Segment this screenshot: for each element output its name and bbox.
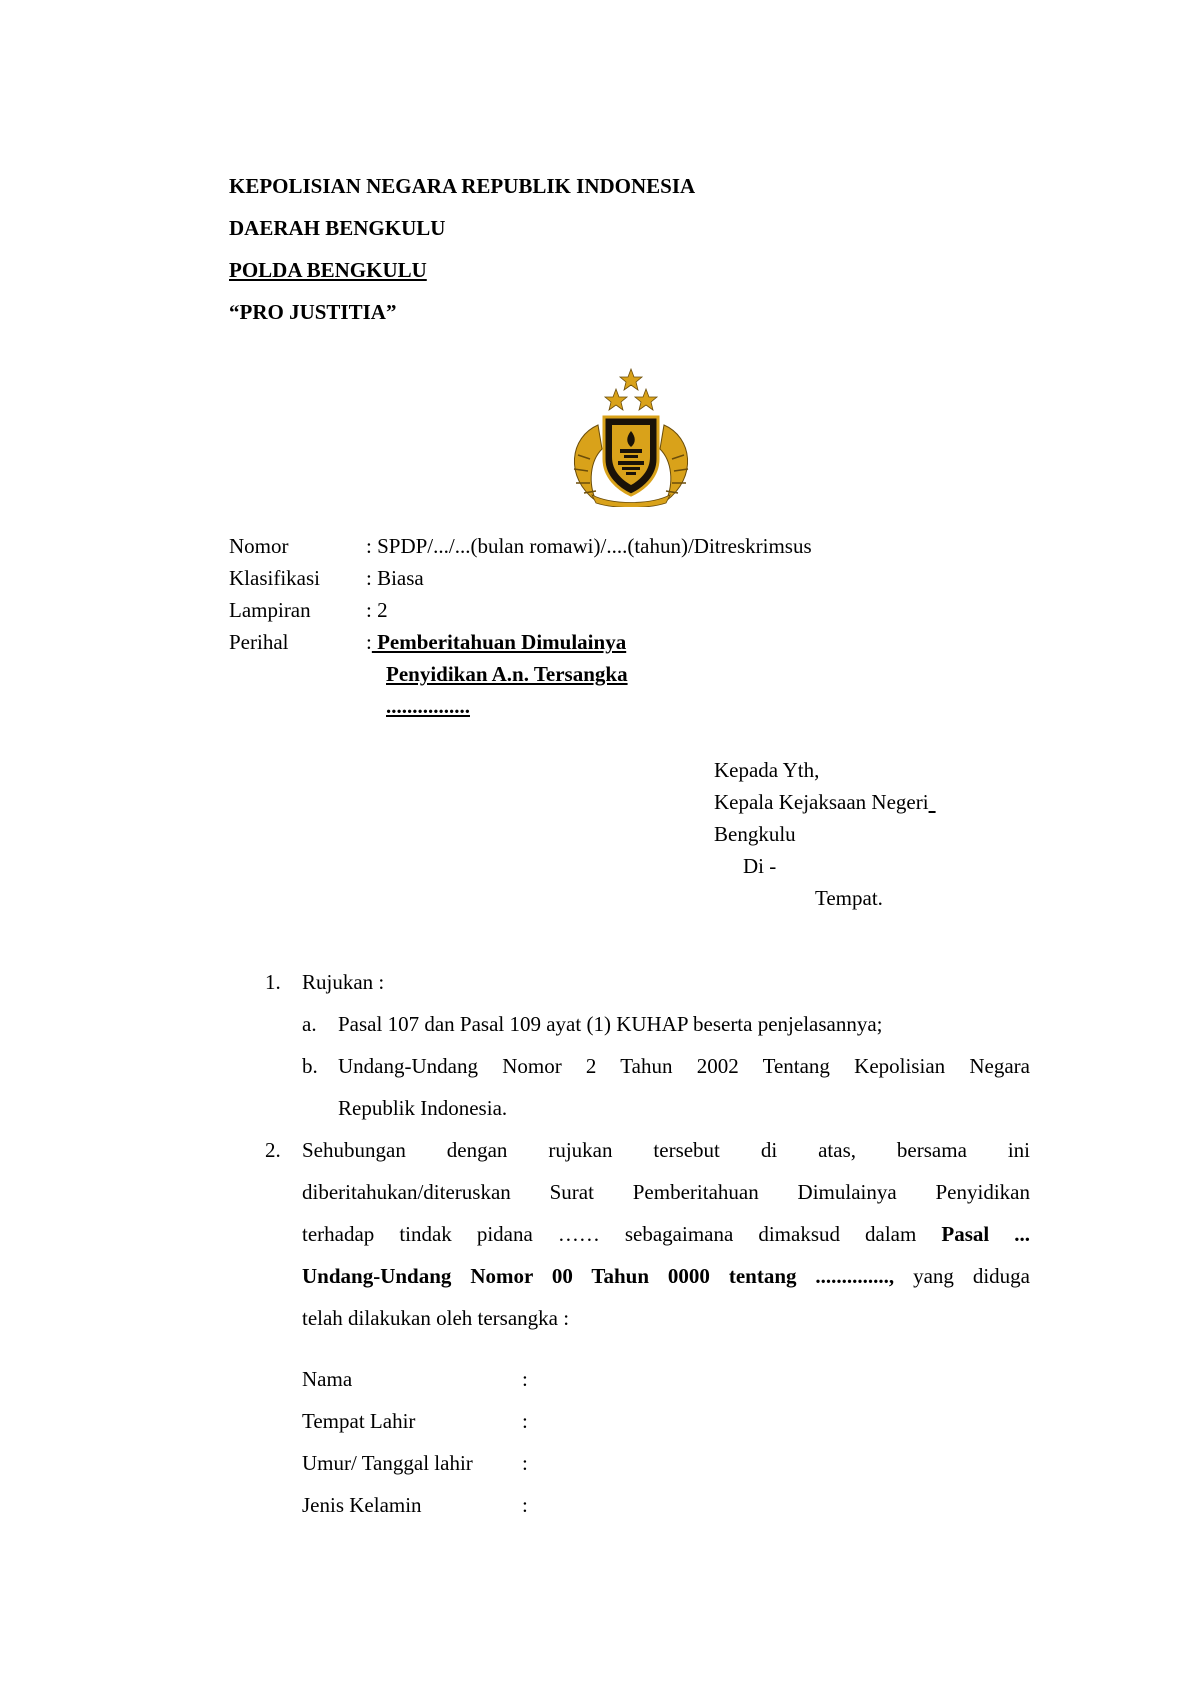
item-2-line-3: terhadap tindak pidana …… sebagaimana dimaksud dalam Pasal ... [302,1222,1030,1246]
item-2-line-4: Undang-Undang Nomor 00 Tahun 0000 tentang .............., yang diduga [302,1264,1030,1288]
address-salutation: Kepada Yth, [714,758,820,782]
item-2-number: 2. [265,1138,281,1162]
klasifikasi-value: : Biasa [366,566,424,590]
field-umur-label: Umur/ Tanggal lahir [302,1451,473,1475]
item-1-label: Rujukan : [302,970,385,994]
perihal-subject-line-2: Penyidikan A.n. Tersangka [386,662,628,686]
header-line-4: “PRO JUSTITIA” [229,300,397,324]
header-line-3: POLDA BENGKULU [229,258,427,282]
item-2-line-5: telah dilakukan oleh tersangka : [302,1306,570,1330]
item-2-line-1: Sehubungan dengan rujukan tersebut di atas, bersama ini [302,1138,1030,1162]
address-di: Di - [743,854,777,878]
address-city: Bengkulu [714,822,796,846]
field-jenis-kelamin-label: Jenis Kelamin [302,1493,422,1517]
item-1a-text: Pasal 107 dan Pasal 109 ayat (1) KUHAP beserta penjelasannya; [338,1012,883,1036]
field-tempat-lahir-colon: : [522,1409,528,1433]
perihal-subject: : Pemberitahuan Dimulainya [366,630,627,654]
item-2-line-2: diberitahukan/diteruskan Surat Pemberitahuan Dimulainya Penyidikan [302,1180,1030,1204]
item-1a-letter: a. [302,1012,317,1036]
field-nama-colon: : [522,1367,528,1391]
header-line-1: KEPOLISIAN NEGARA REPUBLIK INDONESIA [229,174,696,198]
item-1b-line-2: Republik Indonesia. [338,1096,508,1120]
lampiran-value: : 2 [366,598,388,622]
header-line-2: DAERAH BENGKULU [229,216,446,240]
item-1-number: 1. [265,970,281,994]
lampiran-label: Lampiran [229,598,311,622]
perihal-subject-line-3: ................ [386,694,470,718]
address-tempat: Tempat. [815,886,883,910]
police-emblem-icon [556,365,706,507]
field-tempat-lahir-label: Tempat Lahir [302,1409,416,1433]
address-recipient: Kepala Kejaksaan Negeri [714,790,929,814]
nomor-label: Nomor [229,534,289,558]
nomor-value: : SPDP/.../...(bulan romawi)/....(tahun)/Ditreskrimsus [366,534,812,558]
field-nama-label: Nama [302,1367,353,1391]
field-jenis-kelamin-colon: : [522,1493,528,1517]
klasifikasi-label: Klasifikasi [229,566,320,590]
perihal-label: Perihal [229,630,289,654]
item-1b-line-1: Undang-Undang Nomor 2 Tahun 2002 Tentang Kepolisian Negara [338,1054,1030,1078]
item-1b-letter: b. [302,1054,318,1078]
field-umur-colon: : [522,1451,528,1475]
